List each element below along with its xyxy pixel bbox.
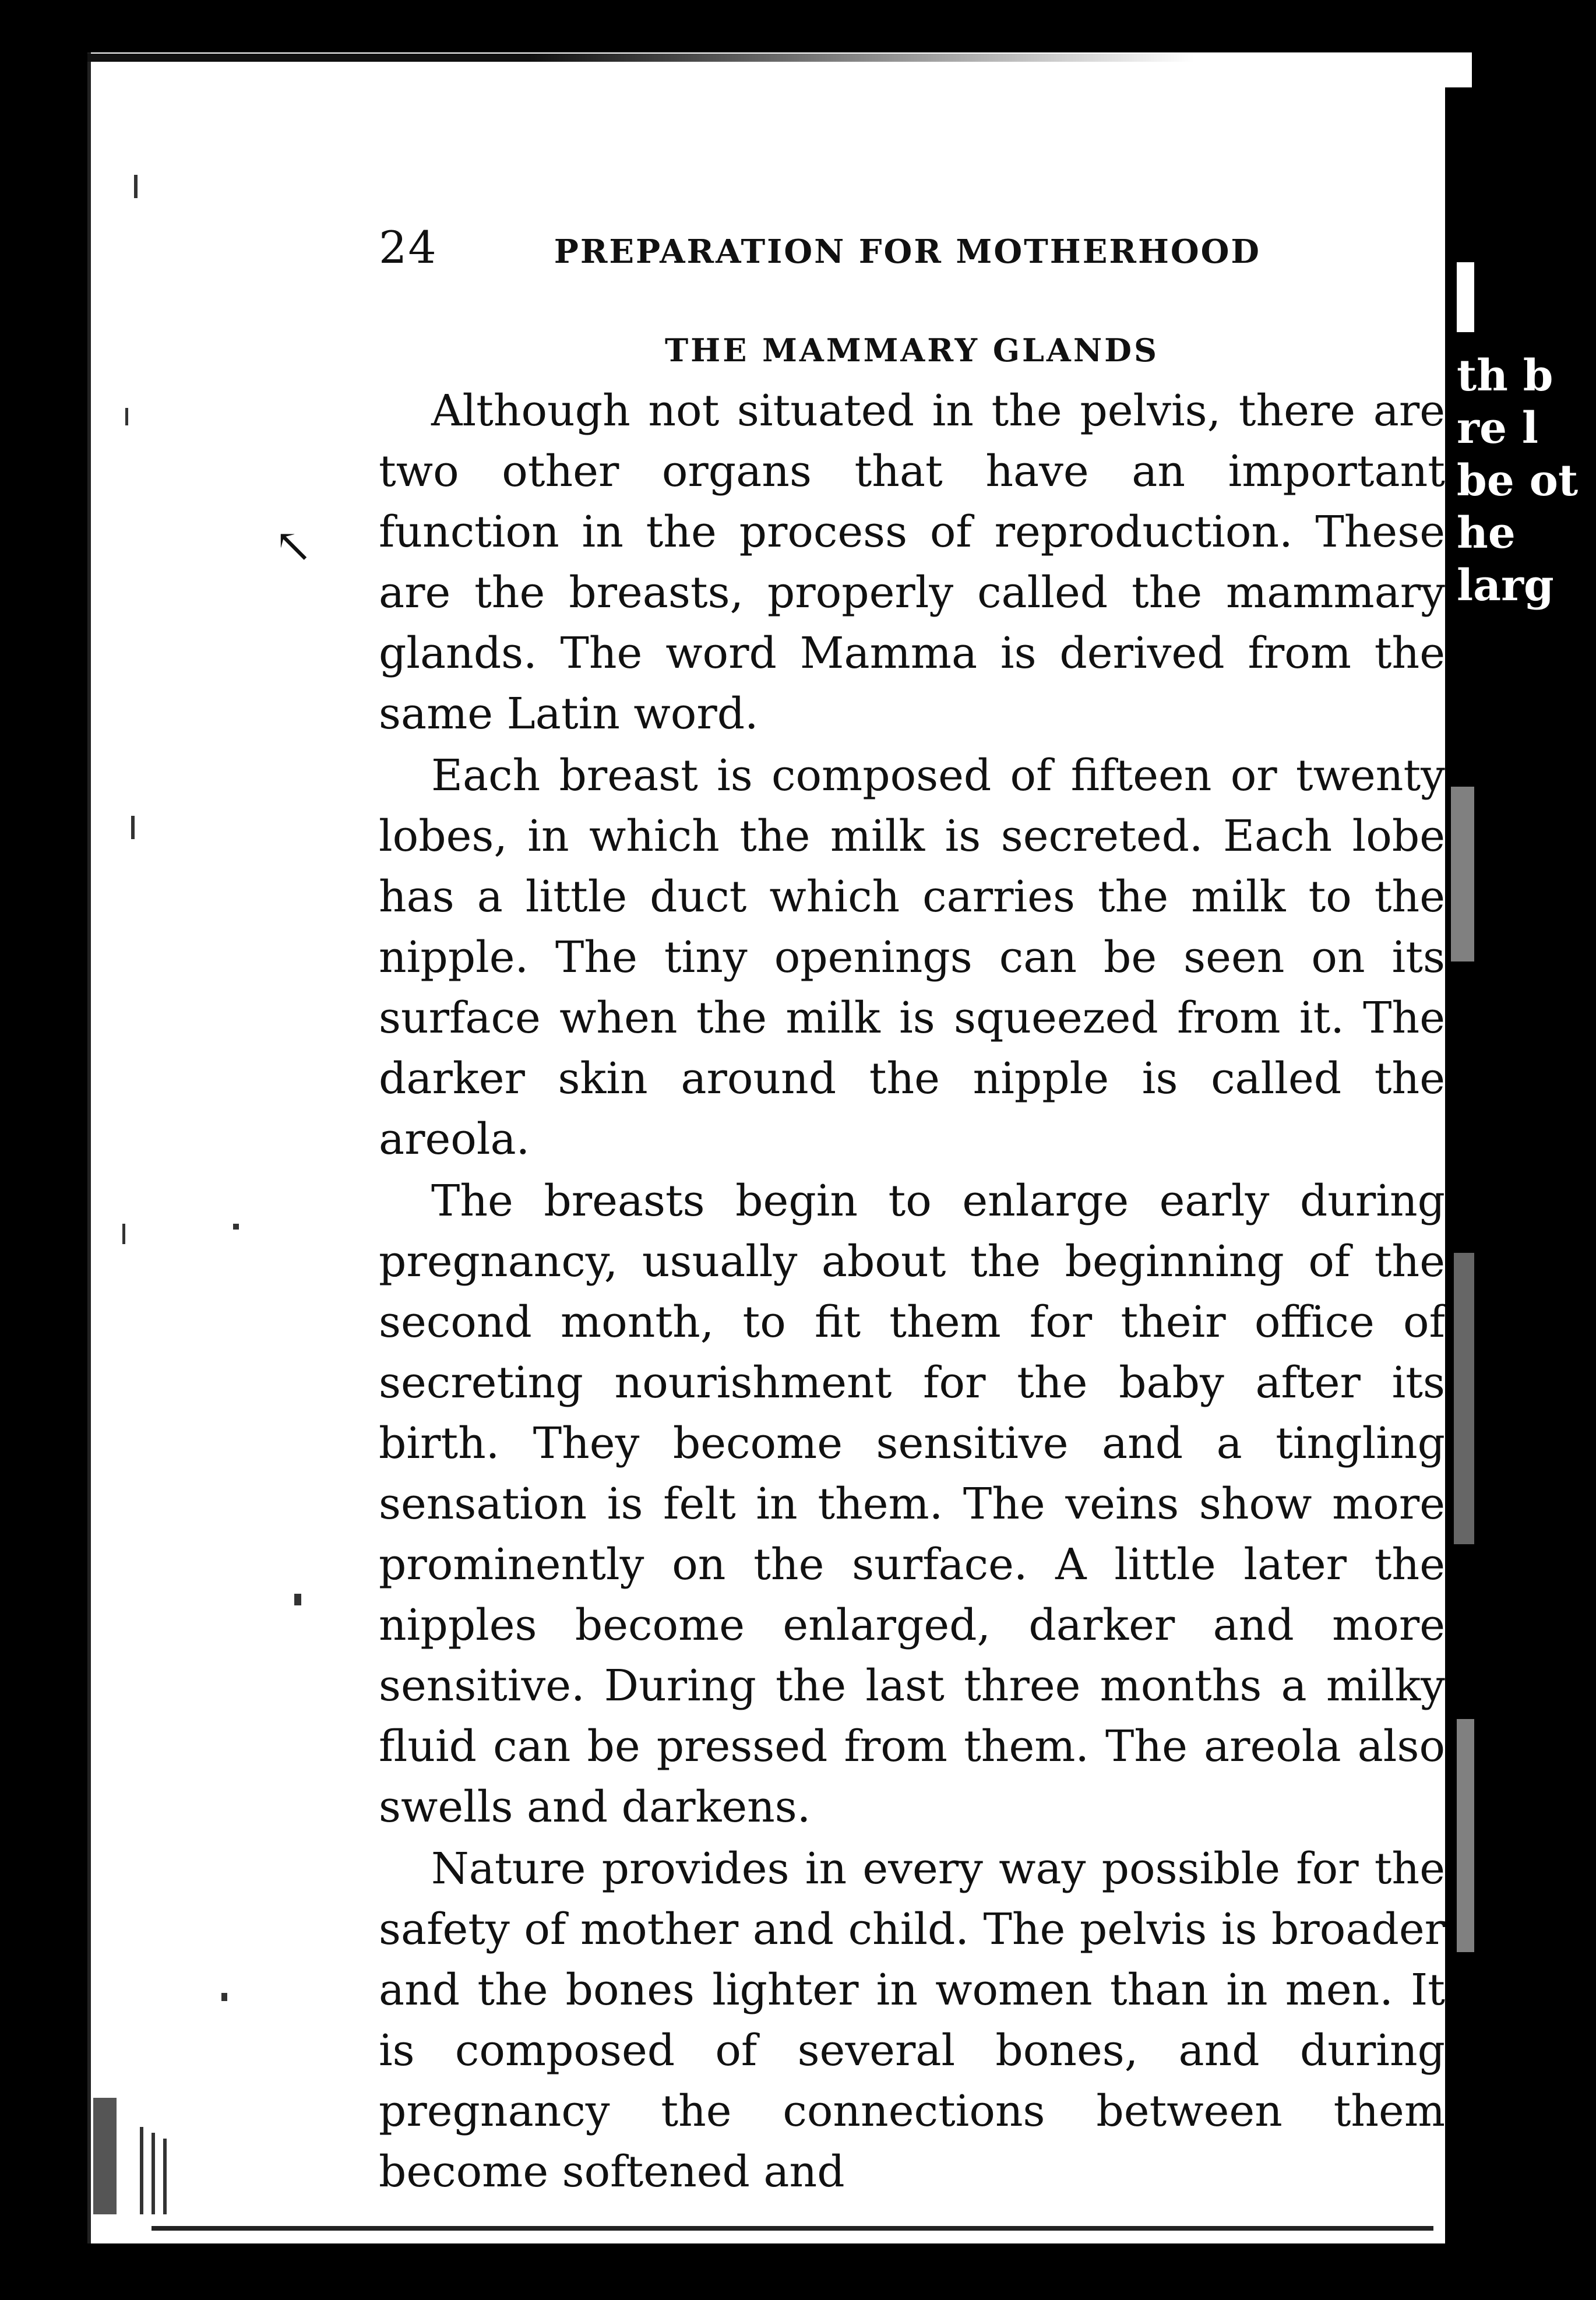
paragraph: Although not situated in the pelvis, there are two other organs that have an important function in the process of reproduction. These are the breasts, properly called the mammary glands. The word Mamma is derived from the same Latin word. [379,386,1445,739]
top-edge-shadow [87,54,1195,62]
page-text [379,221,1445,2203]
facing-page-fragments [1457,350,1578,612]
paragraph: The breasts begin to enlarge early during pregnancy, usually about the beginning of the second month, to fit them for their office of secreting nourishment for the baby after its birth. They become sensitive and a tingling sensation is felt in them. The veins show more prominently on the surface. A little later the nipples become enlarged, darker and more sensitive. During the last three months a milky fluid can be pressed from them. The areola also swells and darkens. [379,1176,1445,1832]
margin-annotation: ↖ [274,519,313,573]
paragraph: Nature provides in every way possible for the safety of mother and child. The pelvis is broader and the bones lighter in women than in men. It is composed of several bones, and during pregnancy the connections between them become softened and [379,1844,1445,2197]
running-title: PREPARATION FOR MOTHERHOOD [554,233,1261,271]
running-head [379,221,1445,273]
facing-page-line: re l [1457,403,1538,453]
facing-page-line: th b [1457,351,1553,401]
facing-page-line: be ot [1457,456,1579,506]
bottom-edge-shadow [152,2226,1433,2231]
facing-page-line: he [1457,508,1516,558]
paragraph: Each breast is composed of fifteen or twenty lobes, in which the milk is secreted. Each lobe has a little duct which carries the milk to the nipple. The tiny openings can be seen on its surface when the milk is squeezed from it. The darker skin around the nipple is called the areola. [379,751,1445,1164]
page-number: 24 [379,221,438,273]
facing-page-line: larg [1457,561,1554,611]
section-heading: THE MAMMARY GLANDS [664,332,1159,369]
